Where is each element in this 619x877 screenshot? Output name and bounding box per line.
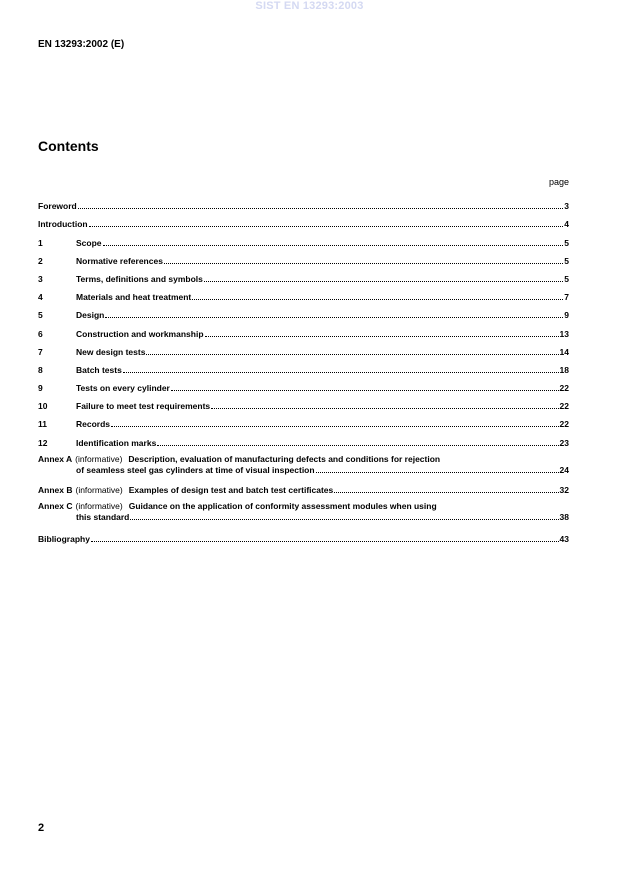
annex-title: Guidance on the application of conformity assessment modules when using — [128, 500, 437, 511]
annex-informative: (informative) — [75, 453, 123, 464]
toc-entry-label: Tests on every cylinder — [76, 383, 170, 394]
toc-entry-9[interactable] — [38, 375, 569, 393]
page-number: 2 — [38, 822, 45, 834]
toc-entry-bibliography[interactable] — [38, 526, 569, 544]
toc-entry-6[interactable] — [38, 320, 569, 338]
toc-entry-introduction[interactable] — [38, 211, 569, 229]
toc-entry-page: 13 — [559, 328, 569, 339]
dot-leader — [123, 372, 559, 373]
toc-entry-label: Scope — [76, 237, 102, 248]
dot-leader — [157, 445, 558, 446]
dot-leader — [192, 299, 563, 300]
dot-leader — [89, 226, 564, 227]
dot-leader — [130, 519, 558, 520]
annex-title: Description, evaluation of manufacturing defects and conditions for rejection — [128, 453, 441, 464]
toc-entry-page: 5 — [564, 237, 569, 248]
toc-entry-page: 3 — [564, 201, 569, 212]
toc-entry-number: 3 — [38, 273, 43, 284]
annex-title-continued: this standard — [76, 511, 130, 522]
toc-entry-number: 2 — [38, 255, 43, 266]
toc-entry-page: 23 — [559, 437, 569, 448]
toc-entry-label: Introduction — [38, 219, 88, 230]
toc-entry-page: 5 — [564, 255, 569, 266]
dot-leader — [334, 492, 558, 493]
toc-entry-annex-c[interactable] — [38, 500, 569, 522]
toc-entry-label: Identification marks — [76, 437, 157, 448]
annex-prefix: Annex B — [38, 484, 73, 495]
annex-prefix: Annex C — [38, 500, 73, 511]
toc-entry-number: 4 — [38, 292, 43, 303]
watermark: SIST EN 13293:2003 — [255, 0, 364, 12]
toc-entry-annex-b[interactable] — [38, 479, 569, 495]
dot-leader — [316, 472, 559, 473]
toc-entry-11[interactable] — [38, 411, 569, 429]
dot-leader — [103, 245, 564, 246]
table-of-contents — [38, 193, 569, 544]
annex-title: Examples of design test and batch test certificates — [128, 484, 334, 495]
page-title: Contents — [38, 138, 99, 154]
toc-entry-number: 1 — [38, 237, 43, 248]
toc-entry-label: Terms, definitions and symbols — [76, 273, 203, 284]
toc-entry-5[interactable] — [38, 302, 569, 320]
toc-entry-label: Construction and workmanship — [76, 328, 204, 339]
page-column-label: page — [548, 177, 569, 187]
toc-entry-number: 7 — [38, 346, 43, 357]
toc-entry-4[interactable] — [38, 284, 569, 302]
toc-entry-page: 43 — [559, 533, 569, 544]
annex-prefix: Annex A — [38, 453, 73, 464]
toc-entry-page: 22 — [559, 383, 569, 394]
toc-entry-label: Batch tests — [76, 364, 122, 375]
toc-entry-number: 12 — [38, 437, 48, 448]
toc-entry-label: Materials and heat treatment — [76, 292, 192, 303]
toc-entry-1[interactable] — [38, 229, 569, 247]
dot-leader — [171, 390, 559, 391]
toc-entry-label: Foreword — [38, 201, 77, 212]
dot-leader — [205, 336, 559, 337]
toc-entry-label: Records — [76, 419, 111, 430]
toc-entry-annex-a[interactable] — [38, 453, 569, 475]
annex-title-continued: of seamless steel gas cylinders at time of visual inspection — [76, 464, 315, 475]
annex-informative: (informative) — [75, 484, 123, 495]
dot-leader — [105, 317, 563, 318]
toc-entry-label: New design tests — [76, 346, 146, 357]
toc-entry-page: 5 — [564, 273, 569, 284]
toc-entry-page: 7 — [564, 292, 569, 303]
toc-entry-number: 9 — [38, 383, 43, 394]
toc-entry-page: 22 — [559, 401, 569, 412]
dot-leader — [91, 541, 559, 542]
toc-entry-number: 6 — [38, 328, 43, 339]
toc-entry-page: 22 — [559, 419, 569, 430]
toc-entry-page: 24 — [559, 464, 569, 475]
toc-entry-10[interactable] — [38, 393, 569, 411]
toc-entry-page: 18 — [559, 364, 569, 375]
toc-entry-3[interactable] — [38, 266, 569, 284]
dot-leader — [78, 208, 564, 209]
dot-leader — [204, 281, 563, 282]
dot-leader — [211, 408, 558, 409]
document-identifier: EN 13293:2002 (E) — [38, 39, 125, 50]
toc-entry-2[interactable] — [38, 248, 569, 266]
toc-entry-8[interactable] — [38, 357, 569, 375]
toc-entry-page: 14 — [559, 346, 569, 357]
toc-entry-number: 10 — [38, 401, 48, 412]
dot-leader — [146, 354, 558, 355]
dot-leader — [164, 263, 563, 264]
toc-entry-page: 38 — [559, 511, 569, 522]
toc-entry-label: Bibliography — [38, 533, 90, 544]
toc-entry-7[interactable] — [38, 339, 569, 357]
toc-entry-page: 32 — [559, 484, 569, 495]
annex-informative: (informative) — [75, 500, 123, 511]
toc-entry-12[interactable] — [38, 429, 569, 447]
toc-entry-number: 8 — [38, 364, 43, 375]
toc-entry-label: Normative references — [76, 255, 163, 266]
dot-leader — [111, 426, 559, 427]
toc-entry-number: 5 — [38, 310, 43, 321]
toc-entry-foreword[interactable] — [38, 193, 569, 211]
toc-entry-number: 11 — [38, 419, 47, 430]
toc-entry-page: 4 — [564, 219, 569, 230]
toc-entry-page: 9 — [564, 310, 569, 321]
toc-entry-label: Failure to meet test requirements — [76, 401, 211, 412]
toc-entry-label: Design — [76, 310, 105, 321]
